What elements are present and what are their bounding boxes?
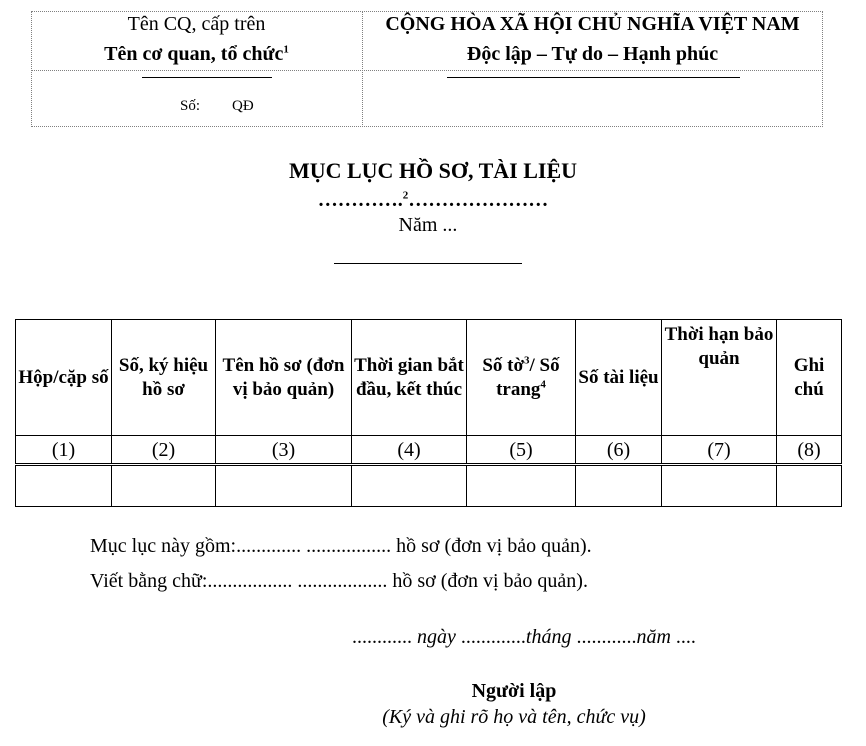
national-title: CỘNG HÒA XÃ HỘI CHỦ NGHĨA VIỆT NAM: [385, 13, 800, 35]
document-year: Năm ...: [398, 214, 458, 236]
footnote-marker-3: 3: [524, 353, 530, 366]
column-number: (6): [576, 436, 662, 465]
column-number: (7): [662, 436, 777, 465]
col-header-file-title: Tên hồ sơ (đơn vị bảo quản): [216, 320, 352, 436]
table-cell: [777, 465, 842, 507]
doc-number-suffix: QĐ: [232, 98, 254, 114]
column-number: (1): [16, 436, 112, 465]
pages-label: / Số trang: [496, 354, 560, 400]
signer-role: Người lập: [471, 680, 557, 702]
summary-count-line: Mục lục này gồm:............. ................. hồ sơ (đơn vị bảo quản).: [90, 535, 592, 557]
records-table: [15, 319, 842, 507]
document-subtitle: [0, 187, 866, 213]
date-dots: ............: [576, 626, 637, 648]
footnote-marker-2: 2: [402, 189, 409, 202]
column-number: (3): [216, 436, 352, 465]
col-header-time-range: Thời gian bắt đầu, kết thúc: [352, 320, 467, 436]
header-divider-horizontal: [31, 70, 823, 71]
table-cell: [467, 465, 576, 507]
summary-words-line: Viết bằng chữ:................. .................. hồ sơ (đơn vị bảo quản).: [90, 570, 588, 592]
col-header-box-number: Hộp/cặp số: [16, 320, 112, 436]
column-number: (8): [777, 436, 842, 465]
signer-instruction: (Ký và ghi rõ họ và tên, chức vụ): [382, 706, 646, 728]
parent-agency: Tên CQ, cấp trên: [127, 13, 266, 35]
date-dots: ....: [675, 626, 696, 648]
date-line: [352, 624, 696, 650]
table-cell: [16, 465, 112, 507]
footnote-marker-1: 1: [283, 43, 289, 56]
column-number: (4): [352, 436, 467, 465]
col-header-doc-count: Số tài liệu: [576, 320, 662, 436]
col-header-notes: Ghi chú: [777, 320, 842, 436]
footnote-marker-4: 4: [540, 377, 546, 390]
agency-name-text: Tên cơ quan, tổ chức: [104, 43, 284, 65]
year-label: năm: [636, 626, 671, 648]
sheets-label: Số tờ: [482, 354, 525, 376]
subtitle-dots-left: ………….: [317, 189, 403, 211]
date-dots: .............: [460, 626, 526, 648]
column-number-row: [16, 436, 842, 465]
national-motto: Độc lập – Tự do – Hạnh phúc: [466, 43, 719, 65]
table-row: [16, 465, 842, 507]
col-header-sheets-pages: [467, 320, 576, 436]
col-header-retention: Thời hạn bảo quản: [662, 320, 777, 436]
day-label: ngày: [417, 626, 456, 648]
col-header-file-code: Số, ký hiệu hồ sơ: [112, 320, 216, 436]
doc-number-label: Số:: [180, 98, 201, 114]
subtitle-dots-right: …………………: [408, 189, 549, 211]
table-cell: [216, 465, 352, 507]
column-number: (5): [467, 436, 576, 465]
motto-underline: [447, 77, 740, 78]
month-label: tháng: [525, 626, 572, 648]
document-title: MỤC LỤC HỒ SƠ, TÀI LIỆU: [288, 158, 578, 183]
column-number: (2): [112, 436, 216, 465]
table-cell: [576, 465, 662, 507]
table-cell: [352, 465, 467, 507]
table-cell: [662, 465, 777, 507]
table-header-row: [16, 320, 842, 436]
title-underline: [334, 263, 522, 264]
table-cell: [112, 465, 216, 507]
agency-name: [31, 41, 362, 67]
date-dots: ............: [352, 626, 412, 648]
agency-underline: [142, 77, 272, 78]
